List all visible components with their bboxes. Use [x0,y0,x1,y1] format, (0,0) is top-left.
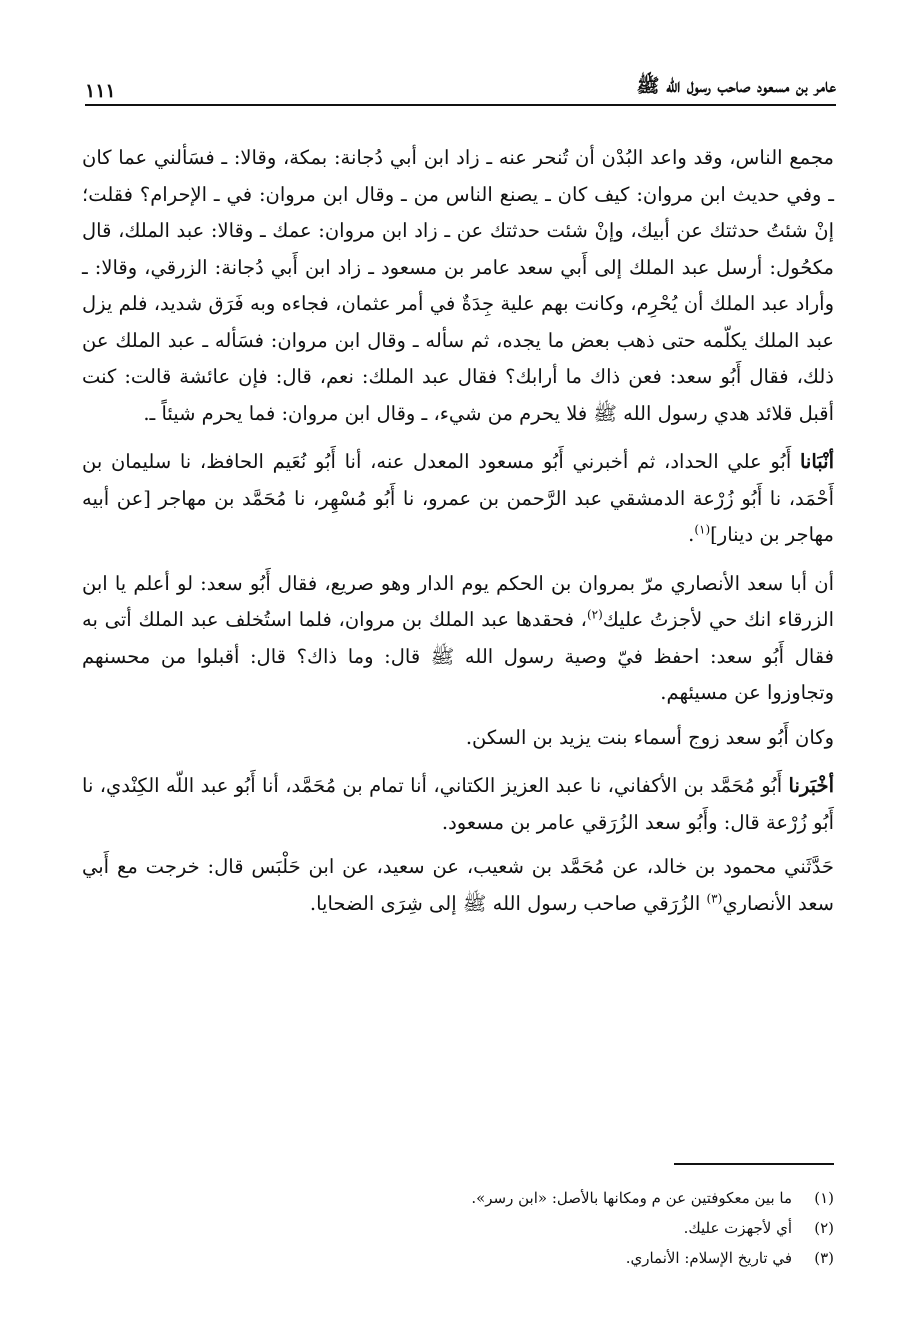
header-divider [85,104,836,106]
footnote-ref: (٢) [586,607,603,622]
main-text [82,140,834,930]
footnote-ref: (١) [694,522,711,537]
footnote [82,1243,834,1273]
footnote [82,1183,834,1213]
page-number: ١١١ [85,80,116,102]
paragraph-text: حَدَّثَني محمود بن خالد، عن مُحَمَّد بن شعيب، عن سعيد، عن ابن حَلْبَس قال: خرجت مع أَبي سعد الأنصاري [82,855,834,915]
paragraph [82,444,834,554]
footnote-number: (٣) [814,1249,834,1267]
paragraph-text: مجمع الناس، وقد واعد البُدْن أن تُنحر عنه ـ زاد ابن أبي دُجانة: بمكة، وقالا: ـ فسَألني عما كان ـ وفي حديث ابن مروان: كيف كان ـ يصنع الناس من ـ وقال ابن مروان: في ـ الإحرام؟ فقلت؛ إنْ شئتُ حدثتك عن أبيك، وإنْ شئت حدثتك عن ـ زاد ابن مروان: عمك ـ وقالا: عبد الملك، قال مكحُول: أرسل عبد الملك إلى أَبي سعد عامر بن مسعود ـ زاد ابن أَبي دُجانة: الزرقي، وقالا: ـ وأراد عبد الملك أن يُحْرِم، وكانت بهم علية جِدَةٌ في أمر عثمان، فجاءه وبه فَرَق شديد، فلم يزل عبد الملك يكلّمه حتى ذهب بعض ما يجده، ثم سأله ـ وقال ابن مروان: فسَأله ـ عبد الملك عن ذلك، فقال أَبُو سعد: فعن ذاك ما أرابك؟ فقال عبد الملك: نعم، قال: فإن عائشة قالت: كنت أقبل قلائد هدي رسول الله ﷺ فلا يحرم من شيء، ـ وقال ابن مروان: فما يحرم شيئاً ـ. [82,146,834,425]
paragraph-text: وكان أَبُو سعد زوج أسماء بنت يزيد بن السكن. [465,725,834,749]
running-header [85,70,836,102]
paragraph-text: أَبُو علي الحداد، ثم أخبرني أَبُو مسعود المعدل عنه، أنا أَبُو نُعَيم الحافظ، نا سليمان بن أَحْمَد، نا أَبُو زُرْعة الدمشقي عبد الرَّحمن بن عمرو، نا أَبُو مُسْهِر، نا مُحَمَّد بن مهاجر [عن أبيه مهاجر بن دينار] [82,450,834,546]
footnotes [82,1183,834,1273]
footnote-number: (٢) [814,1219,834,1237]
footnote-text: ما بين معكوفتين عن م ومكانها بالأصل: «ابن رسر». [471,1189,792,1207]
isnad-lead-word: أخْبَرنا [788,774,834,797]
paragraph-tail: الزُرَقي صاحب رسول الله ﷺ إلى شِرَى الضحايا. [309,891,707,915]
footnote-text: أي لأجهزت عليك. [683,1219,792,1237]
paragraph [82,849,834,922]
footnote-ref: (٣) [706,891,723,905]
paragraph [82,720,834,757]
footnote-text: في تاريخ الإسلام: الأنماري. [625,1249,792,1267]
paragraph-text: أن أبا سعد الأنصاري مرّ بمروان بن الحكم يوم الدار وهو صريع، فقال أَبُو سعد: لو أعلم يا ابن الزرقاء انك حي لأجزتُ عليك [82,571,834,631]
paragraph [82,768,834,841]
paragraph [82,566,834,712]
paragraph-tail: ، فحقدها عبد الملك بن مروان، فلما استُخلف عبد الملك أتى به فقال أَبُو سعد: احفظ فيّ وصية رسول الله ﷺ قال: وما ذاك؟ قال: أقبلوا من محسنهم وتجاوزوا عن مسيئهم. [82,608,834,704]
footnote-divider [674,1163,834,1165]
paragraph-tail: . [688,523,695,546]
running-title: عامر بن مسعود صاحب رسول الله ﷺ [636,75,836,97]
footnote [82,1213,834,1243]
footnote-number: (١) [814,1189,834,1207]
paragraph [82,140,834,432]
isnad-lead-word: أنْبَانا [799,450,834,473]
paragraph-text: أَبُو مُحَمَّد بن الأكفاني، نا عبد العزيز الكتاني، أنا تمام بن مُحَمَّد، أنا أَبُو عبد اللّه الكِنْدي، نا أَبُو زُرْعة قال: وأَبُو سعد الزُرَقي عامر بن مسعود. [82,774,834,834]
